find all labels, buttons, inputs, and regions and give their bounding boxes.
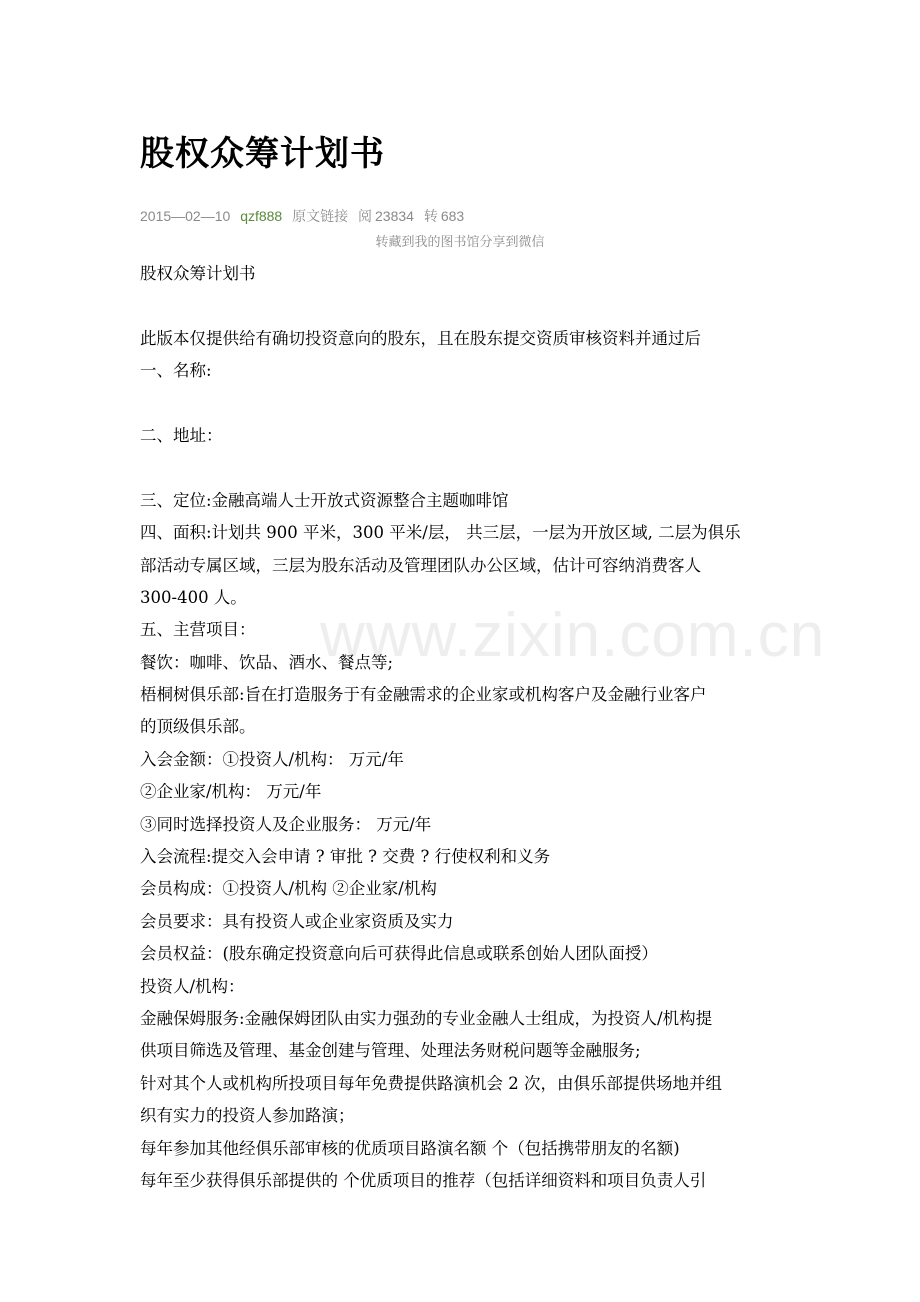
- section-positioning: 三、定位:金融高端人士开放式资源整合主题咖啡馆: [140, 490, 509, 510]
- composition-line: 会员构成：①投资人/机构 ②企业家/机构: [140, 879, 437, 899]
- club-line: 梧桐树俱乐部:旨在打造服务于有金融需求的企业家或机构客户及金融行业客户: [140, 685, 707, 705]
- spacer: [140, 452, 790, 484]
- fee-line: 入会金额：①投资人/机构： 万元/年: [140, 749, 404, 769]
- save-to-library-link[interactable]: 转藏到我的图书馆: [375, 235, 480, 250]
- page-title: 股权众筹计划书: [140, 134, 385, 174]
- body-subtitle: 股权众筹计划书: [140, 264, 256, 283]
- share-count-value: 683: [440, 208, 465, 224]
- intro-paragraph: 此版本仅提供给有确切投资意向的股东，且在股东提交资质审核资料并通过后: [140, 328, 701, 348]
- quota-line: 每年参加其他经俱乐部审核的优质项目路演名额 个（包括携带朋友的名额): [140, 1138, 680, 1158]
- process-line: 入会流程:提交入会申请 ? 审批 ? 交费 ? 行使权利和义务: [140, 847, 551, 867]
- recommend-line: 每年至少获得俱乐部提供的 个优质项目的推荐（包括详细资料和项目负责人引: [140, 1170, 707, 1190]
- spacer: [140, 290, 790, 322]
- fee-line: ②企业家/机构： 万元/年: [140, 782, 322, 802]
- original-link[interactable]: 原文链接: [292, 208, 349, 224]
- section-area-line: 部活动专属区域，三层为股东活动及管理团队办公区域，估计可容纳消费客人: [140, 555, 701, 575]
- roadshow-line: 织有实力的投资人参加路演；: [140, 1106, 355, 1126]
- share-wechat-link[interactable]: 分享到微信: [479, 235, 545, 250]
- share-count: [424, 208, 464, 224]
- rights-line: 会员权益：(股东确定投资意向后可获得此信息或联系创始人团队面授）: [140, 944, 658, 964]
- service-line: 供项目筛选及管理、基金创建与管理、处理法务财税问题等金融服务;: [140, 1041, 641, 1061]
- watermark: www.zixin.com.cn: [320, 601, 826, 670]
- article-body: [140, 258, 790, 1197]
- catering-line: 餐饮：咖啡、饮品、酒水、餐点等;: [140, 652, 394, 672]
- spacer: [140, 388, 790, 420]
- club-line: 的顶级俱乐部。: [140, 717, 256, 737]
- section-main-items: 五、主营项目：: [140, 620, 256, 640]
- publish-date: 2015—02—10: [140, 208, 231, 224]
- fee-line: ③同时选择投资人及企业服务： 万元/年: [140, 814, 432, 834]
- roadshow-line: 针对其个人或机构所投项目每年免费提供路演机会 2 次，由俱乐部提供场地并组: [140, 1073, 722, 1093]
- share-bar: [0, 231, 920, 250]
- read-label: 阅: [358, 208, 373, 224]
- author-link[interactable]: qzf888: [240, 208, 283, 224]
- section-area-line: 300-400 人。: [140, 587, 247, 607]
- read-count-value: 23834: [375, 208, 414, 224]
- section-name: 一、名称:: [140, 361, 212, 381]
- section-address: 二、地址：: [140, 425, 223, 445]
- section-area-line: 四、面积:计划共 900 平米，300 平米/层， 共三层，一层为开放区域, 二层为俱乐: [140, 523, 741, 543]
- article-meta: [140, 206, 470, 226]
- share-label: 转: [423, 208, 438, 224]
- service-line: 金融保姆服务:金融保姆团队由实力强劲的专业金融人士组成，为投资人/机构提: [140, 1008, 713, 1028]
- requirement-line: 会员要求：具有投资人或企业家资质及实力: [140, 911, 454, 931]
- read-count: [358, 208, 414, 224]
- investor-heading: 投资人/机构：: [140, 976, 245, 996]
